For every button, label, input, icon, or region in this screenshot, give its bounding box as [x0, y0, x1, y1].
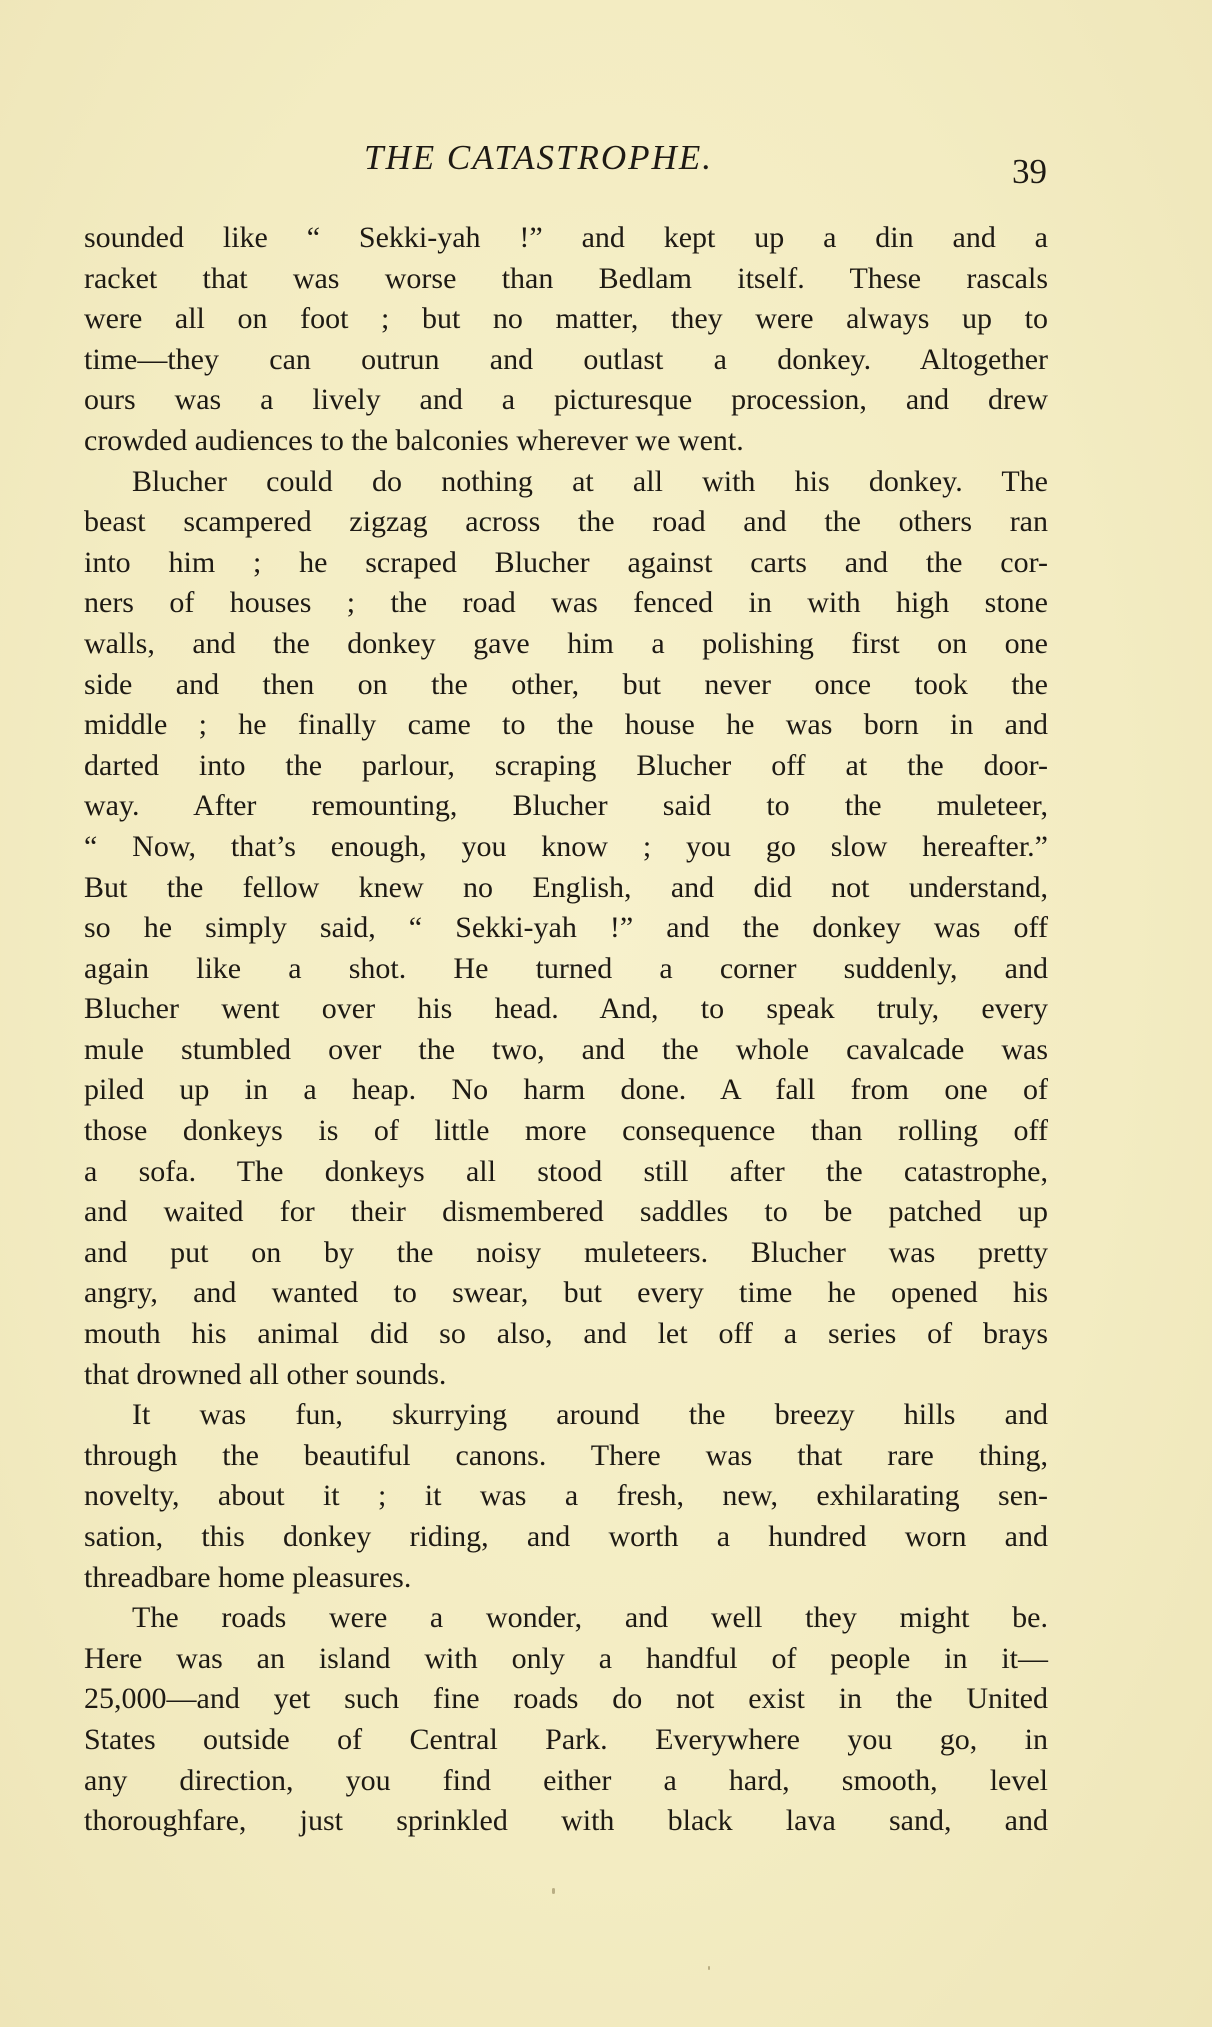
text-line: mouth his animal did so also, and let off a series of brays [84, 1317, 1048, 1351]
text-line: time—they can outrun and outlast a donkey. Altogether [84, 342, 1048, 376]
text-line: It was fun, skurrying around the breezy hills and [132, 1398, 1048, 1432]
text-line: mule stumbled over the two, and the whole cavalcade was [84, 1032, 1048, 1066]
text-line: those donkeys is of little more consequence than rolling off [84, 1114, 1048, 1148]
text-line: way. After remounting, Blucher said to the muleteer, [84, 789, 1048, 823]
text-line: walls, and the donkey gave him a polishing first on one [84, 626, 1048, 660]
text-line: middle ; he finally came to the house he was born in and [84, 708, 1048, 742]
text-line: threadbare home pleasures. [84, 1560, 412, 1594]
paper-speck [552, 1888, 555, 1894]
text-line: were all on foot ; but no matter, they were always up to [84, 302, 1048, 336]
text-line: ners of houses ; the road was fenced in with high stone [84, 586, 1048, 620]
text-line: that drowned all other sounds. [84, 1357, 447, 1391]
text-line: racket that was worse than Bedlam itself. These rascals [84, 261, 1048, 295]
text-line: any direction, you find either a hard, smooth, level [84, 1763, 1048, 1797]
text-line: darted into the parlour, scraping Blucher off at the door- [84, 748, 1048, 782]
text-line: sation, this donkey riding, and worth a hundred worn and [84, 1520, 1048, 1553]
text-line: into him ; he scraped Blucher against carts and the cor- [84, 545, 1048, 579]
text-line: again like a shot. He turned a corner suddenly, and [84, 951, 1048, 985]
body-text [84, 218, 1048, 1842]
text-line: “ Now, that’s enough, you know ; you go slow hereafter.” [84, 829, 1048, 863]
text-line: a sofa. The donkeys all stood still after the catastrophe, [84, 1154, 1048, 1188]
running-title: THE CATASTROPHE. [364, 138, 713, 177]
paper-speck [708, 1966, 710, 1970]
text-line: piled up in a heap. No harm done. A fall from one of [84, 1073, 1048, 1107]
text-line: Here was an island with only a handful of people in it— [84, 1641, 1048, 1675]
text-line: beast scampered zigzag across the road and the others ran [84, 505, 1048, 539]
text-line: side and then on the other, but never once took the [84, 667, 1048, 701]
text-line: through the beautiful canons. There was that rare thing, [84, 1438, 1048, 1472]
page-number: 39 [1012, 152, 1047, 191]
text-line: 25,000—and yet such fine roads do not exist in the United [84, 1682, 1048, 1716]
text-line: and waited for their dismembered saddles to be patched up [84, 1195, 1048, 1229]
text-line: States outside of Central Park. Everywhere you go, in [84, 1722, 1048, 1756]
text-line: and put on by the noisy muleteers. Blucher was pretty [84, 1235, 1048, 1269]
text-line: sounded like “ Sekki-yah !” and kept up a din and a [84, 221, 1048, 254]
text-line: crowded audiences to the balconies wherever we went. [84, 423, 744, 457]
text-line: thoroughfare, just sprinkled with black lava sand, and [84, 1804, 1048, 1838]
text-line: ours was a lively and a picturesque procession, and drew [84, 383, 1048, 417]
text-line: angry, and wanted to swear, but every time he opened his [84, 1276, 1048, 1310]
text-line: Blucher went over his head. And, to speak truly, every [84, 992, 1048, 1026]
text-line: so he simply said, “ Sekki-yah !” and the donkey was off [84, 911, 1048, 945]
text-line: The roads were a wonder, and well they might be. [132, 1601, 1048, 1635]
text-line: novelty, about it ; it was a fresh, new, exhilarating sen- [84, 1479, 1048, 1513]
text-line: But the fellow knew no English, and did not understand, [84, 870, 1048, 904]
running-head [0, 138, 1212, 191]
text-line: Blucher could do nothing at all with his donkey. The [132, 464, 1048, 498]
